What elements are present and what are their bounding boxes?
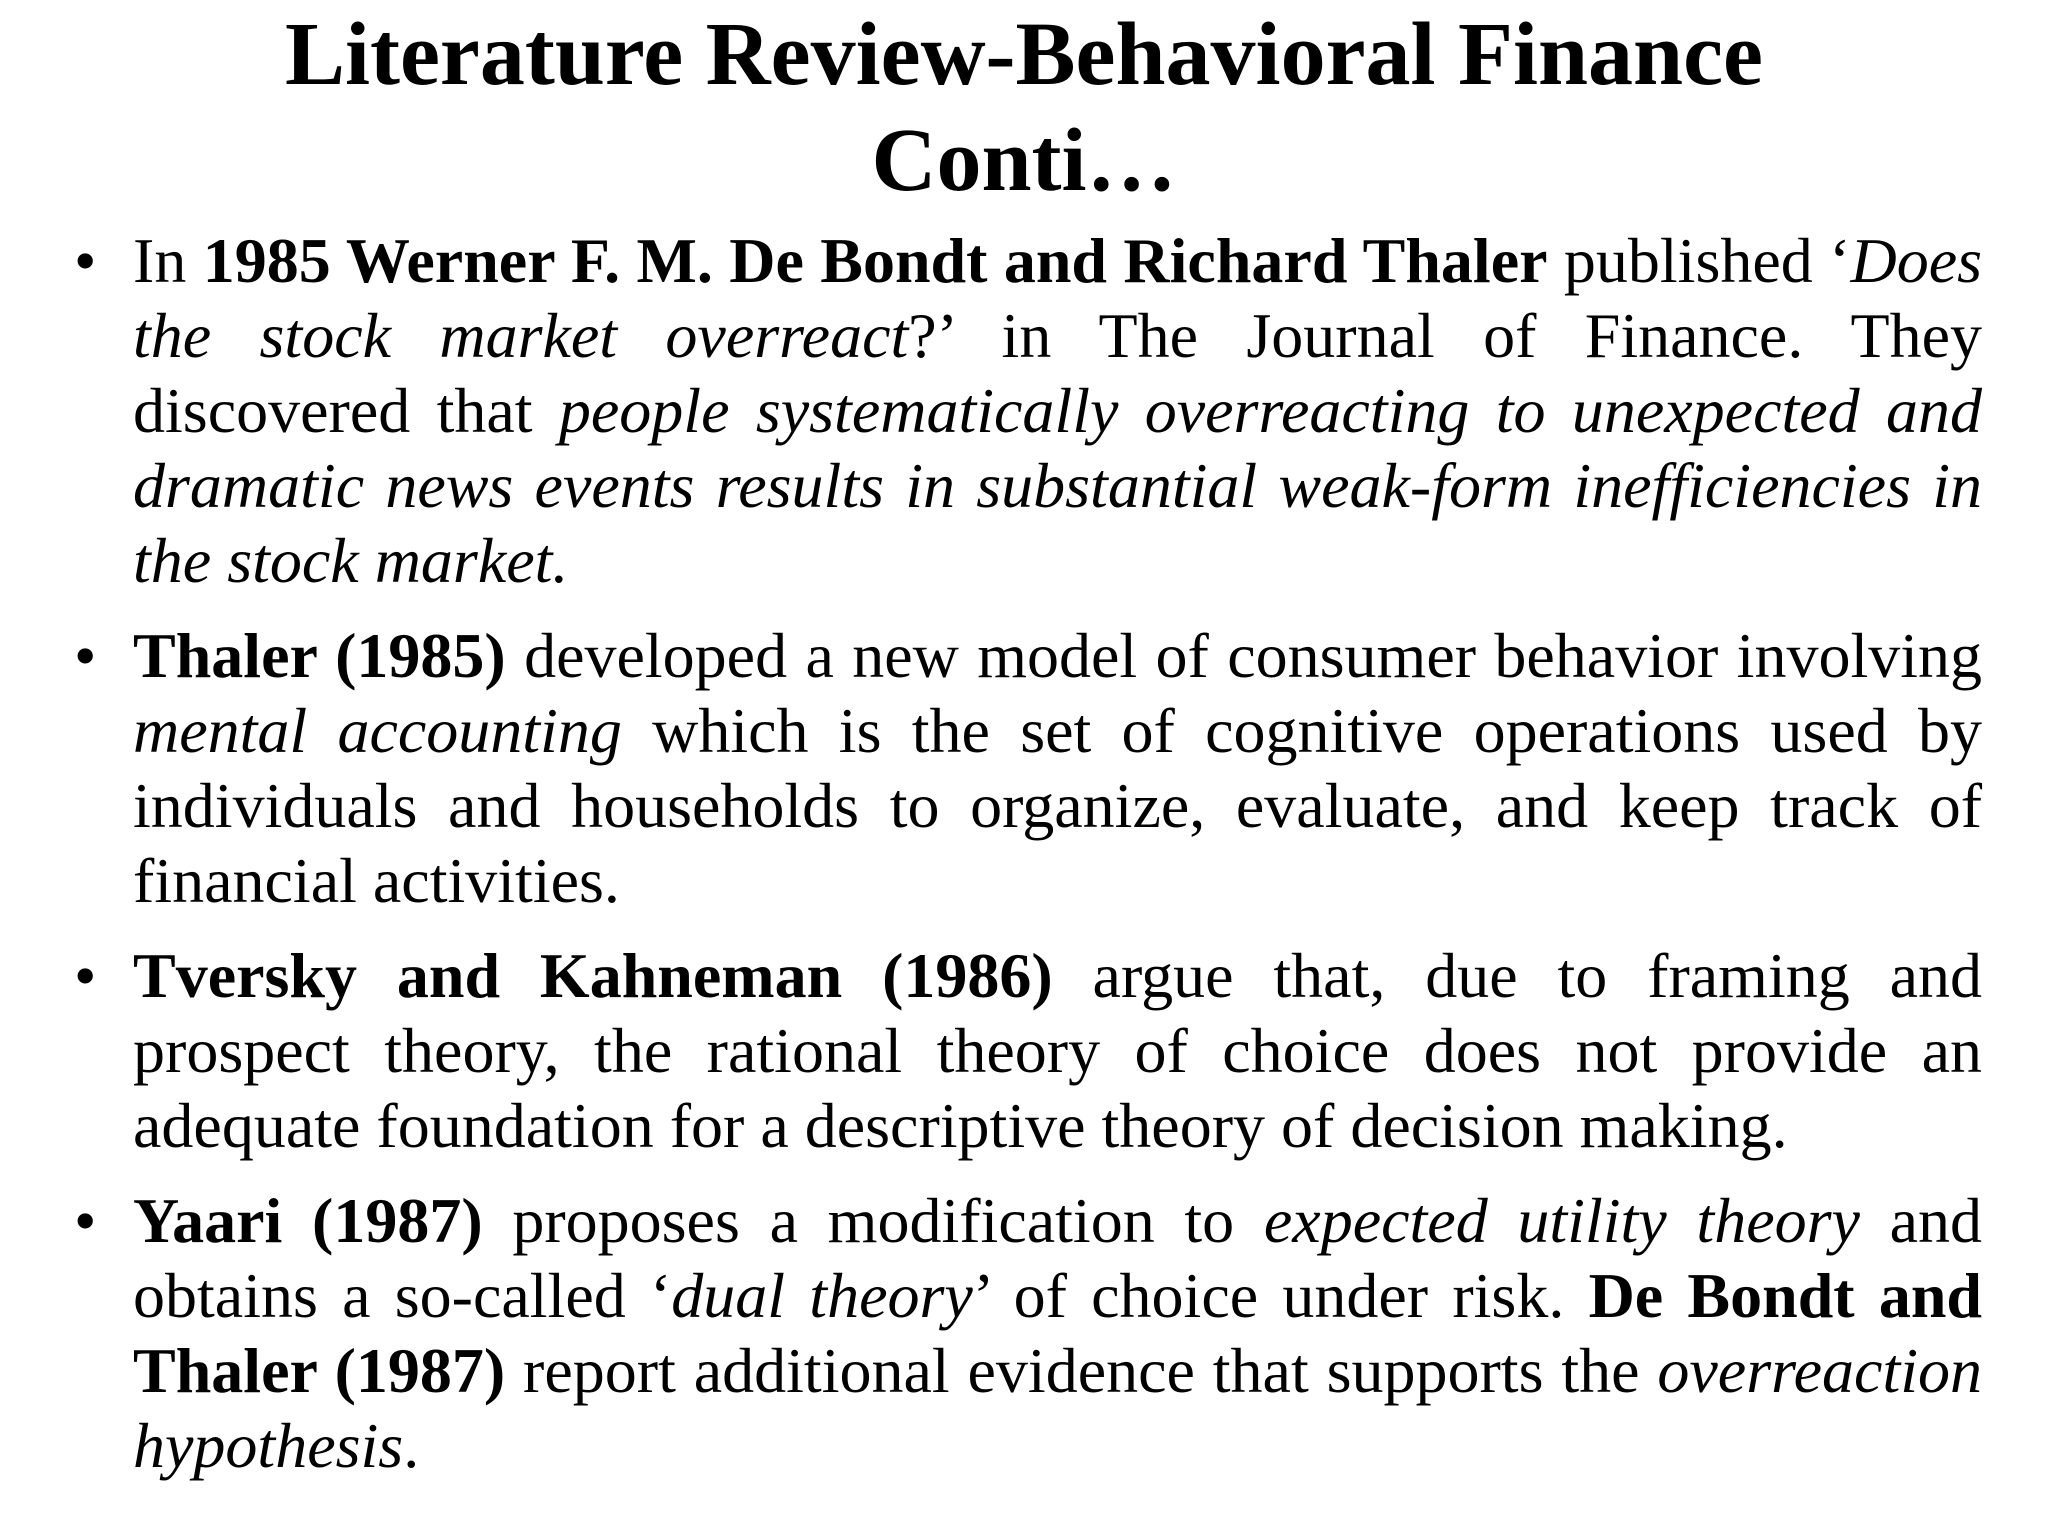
bullet-item-1 — [0, 223, 2048, 598]
bullet-text: In — [133, 225, 203, 296]
bullet-text: and obtains a so-called ‘ — [133, 1185, 1983, 1331]
bullet-bold-text: Thaler (1985) — [133, 620, 506, 691]
bullet-dot-icon: • — [74, 620, 97, 691]
bullet-bold-text: Yaari (1987) — [133, 1185, 483, 1256]
bullet-text: which is the set of cognitive operations used by individuals and households to organize, evaluate, and keep track of financial activities. — [133, 695, 1983, 916]
bullet-italic-text: Does the stock market overreact — [133, 225, 1983, 371]
bullet-dot-icon: • — [74, 225, 97, 296]
bullet-bold-text: De Bondt and Thaler (1987) — [133, 1260, 1983, 1406]
bullet-item-3 — [0, 938, 2048, 1163]
bullet-text: . — [403, 1410, 420, 1481]
bullet-italic-text: dual theory — [671, 1260, 973, 1331]
bullet-bold-text: 1985 Werner F. M. De Bondt and Richard Thaler — [202, 225, 1548, 296]
bullet-dot-icon: • — [74, 940, 97, 1011]
bullet-text: report additional evidence that supports the — [505, 1335, 1658, 1406]
bullet-text: developed a new model of consumer behavior involving — [505, 620, 1983, 691]
title-line-2: Conti… — [871, 111, 1177, 210]
bullet-dot-icon: • — [74, 1185, 97, 1256]
bullet-italic-text: mental accounting — [133, 695, 622, 766]
bullet-italic-text: people systematically overreacting to unexpected and dramatic news events results in substantial weak-form inefficiencies in the stock market. — [133, 375, 1983, 596]
bullet-italic-text: overreaction hypothesis — [133, 1335, 1983, 1481]
bullet-italic-text: expected utility theory — [1263, 1185, 1860, 1256]
title-line-1: Literature Review-Behavioral Finance — [284, 5, 1763, 104]
bullet-text: argue that, due to framing and prospect theory, the rational theory of choice does not provide an adequate foundation for a descriptive theory of decision making. — [133, 940, 1982, 1161]
bullet-bold-text: Tversky and Kahneman (1986) — [133, 940, 1053, 1011]
bullet-text: proposes a modification to — [482, 1185, 1264, 1256]
bullet-text: ?’ in The Journal of Finance. They discovered that — [133, 300, 1982, 446]
bullet-list — [0, 223, 2048, 1483]
bullet-text: ’ of choice under risk. — [972, 1260, 1589, 1331]
bullet-item-4 — [0, 1183, 2048, 1483]
slide-title — [60, 2, 1988, 214]
bullet-item-2 — [0, 618, 2048, 918]
bullet-text: published ‘ — [1547, 225, 1851, 296]
